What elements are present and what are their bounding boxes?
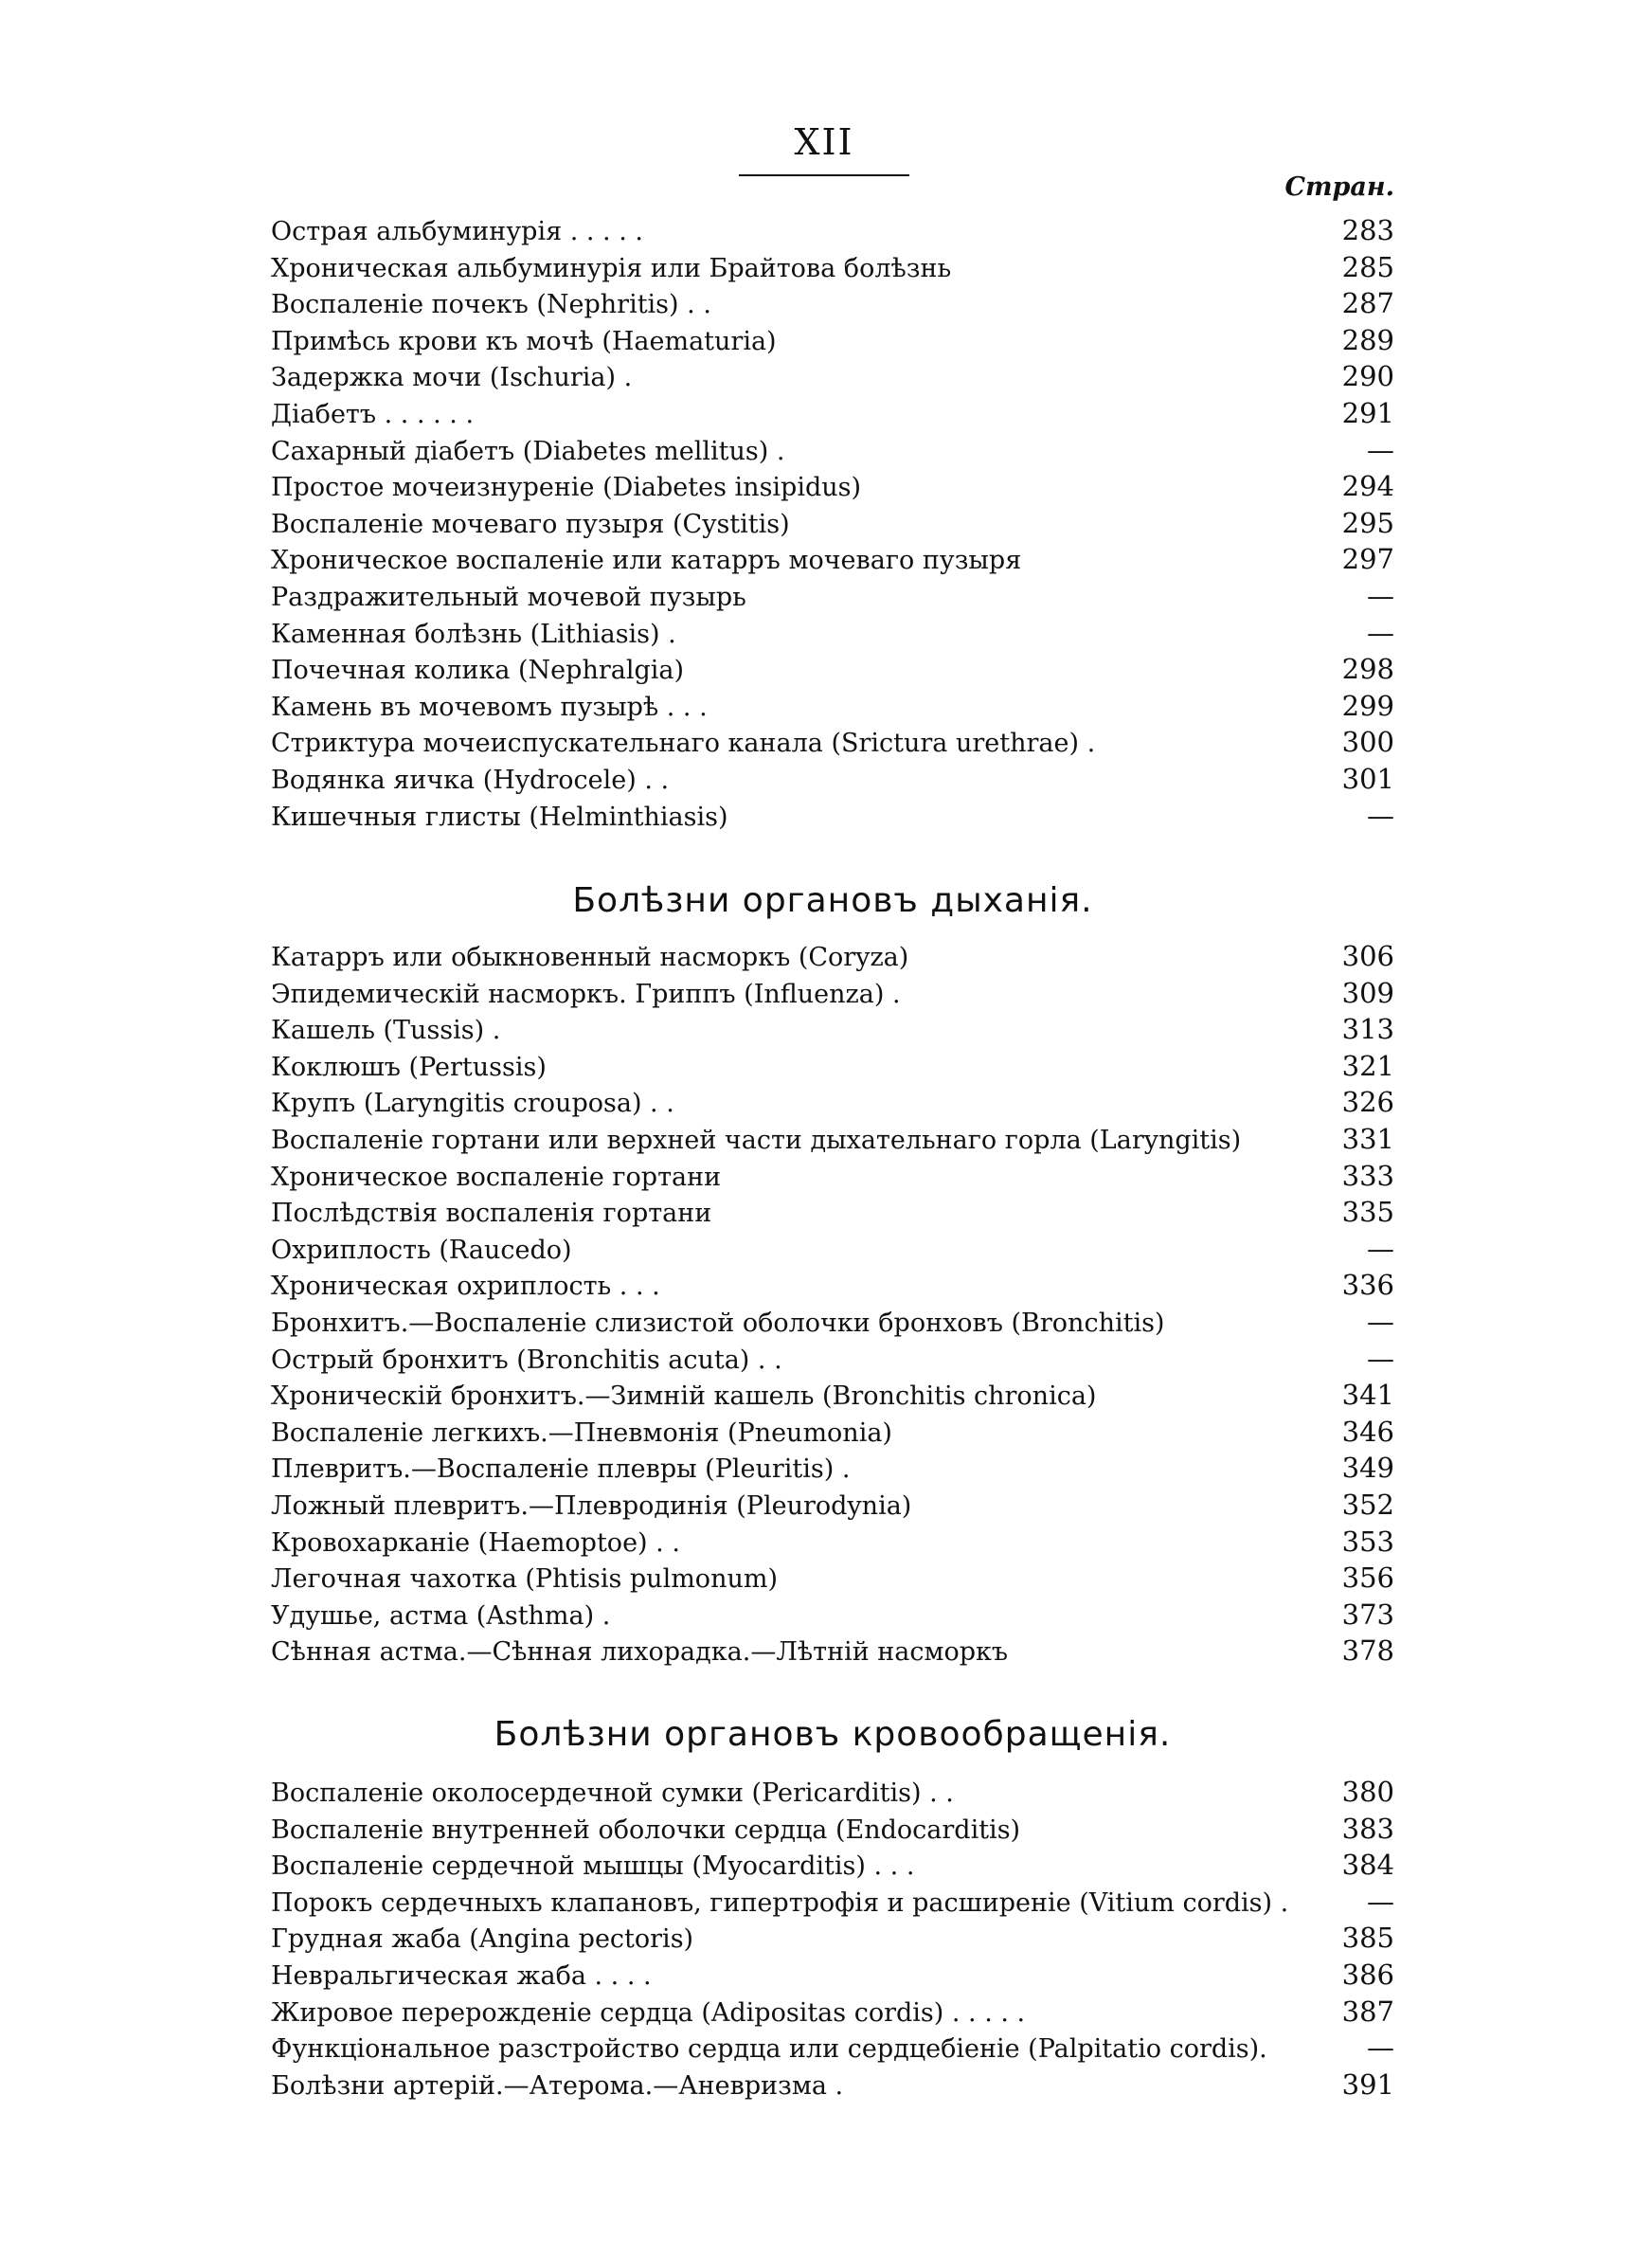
toc-entry-title: Ложный плевритъ.—Плевродинія (Pleurodynia) — [271, 1490, 912, 1521]
toc-entry — [271, 543, 1394, 580]
toc-entry — [271, 1995, 1394, 2032]
toc-entry — [271, 1196, 1394, 1233]
toc-entry — [271, 214, 1394, 251]
toc-entry-title: Хроническій бронхитъ.—Зимній кашель (Bronchitis chronica) — [271, 1381, 1097, 1412]
toc-entry-page: 352 — [1341, 1488, 1394, 1521]
toc-entry-title: Воспаленіе почекъ (Nephritis) . . — [271, 290, 711, 320]
toc-entry — [271, 1160, 1394, 1197]
toc-entry-title: Болѣзни артерій.—Атерома.—Аневризма . — [271, 2070, 844, 2101]
toc-entry — [271, 977, 1394, 1014]
toc-entry-page: 349 — [1341, 1452, 1394, 1485]
toc-entry-page: 385 — [1341, 1922, 1394, 1955]
toc-entry-page: 285 — [1341, 250, 1394, 283]
toc-entry-title: Раздражительный мочевой пузырь — [271, 582, 746, 612]
toc-entry-title: Камень въ мочевомъ пузырѣ . . . — [271, 692, 708, 722]
toc-entry-title: Почечная колика (Nephralgia) — [271, 656, 685, 686]
toc-entry-page: 336 — [1341, 1269, 1394, 1302]
toc-entry-page: 333 — [1341, 1159, 1394, 1192]
toc-entry-title: Крупъ (Laryngitis crouposa) . . — [271, 1089, 674, 1119]
toc-entry-title: Воспаленіе околосердечной сумки (Pericarditis) . . — [271, 1779, 954, 1808]
toc-entry — [271, 1562, 1394, 1598]
toc-entry-title: Хроническое воспаленіе или катарръ мочеваго пузыря — [271, 546, 1022, 576]
toc-entry-title: Удушье, астма (Asthma) . — [271, 1600, 611, 1631]
toc-entry — [271, 434, 1394, 471]
toc-entry-title: Кашель (Tussis) . — [271, 1016, 501, 1046]
toc-entry — [271, 940, 1394, 977]
toc-entry — [271, 1598, 1394, 1635]
toc-entry-page: 384 — [1341, 1849, 1394, 1882]
toc-entry — [271, 690, 1394, 727]
toc-entry-page: 373 — [1341, 1598, 1394, 1631]
toc-entry-page: — — [1367, 1885, 1394, 1918]
toc-entry — [271, 1489, 1394, 1526]
toc-entry-page: 326 — [1341, 1086, 1394, 1119]
toc-entry — [271, 324, 1394, 361]
toc-entry-page: 346 — [1341, 1415, 1394, 1448]
toc-entry-title: Воспаленіе сердечной мышцы (Myocarditis) . . . — [271, 1851, 915, 1882]
toc-entry-page: 298 — [1341, 653, 1394, 686]
toc-entry-page: 313 — [1341, 1013, 1394, 1046]
toc-entry-title: Воспаленіе легкихъ.—Пневмонія (Pneumonia) — [271, 1417, 892, 1448]
toc-entry — [271, 726, 1394, 763]
toc-entry-page: 301 — [1341, 762, 1394, 795]
toc-entry-page: 380 — [1341, 1776, 1394, 1808]
toc-entry — [271, 1306, 1394, 1343]
toc-entry — [271, 2031, 1394, 2068]
toc-entry — [271, 507, 1394, 544]
toc-entry — [271, 1379, 1394, 1416]
toc-entry-page: — — [1367, 433, 1394, 466]
section-heading-respiratory: Болѣзни органовъ дыханія. — [572, 881, 1093, 920]
toc-entry — [271, 763, 1394, 800]
toc-entry-title: Кишечныя глисты (Helminthiasis) — [271, 802, 728, 832]
toc-entry-page: 295 — [1341, 506, 1394, 539]
toc-entry-page: 283 — [1341, 214, 1394, 246]
toc-entry-page: — — [1367, 1232, 1394, 1265]
toc-entry — [271, 1269, 1394, 1306]
toc-section-circulatory — [271, 1776, 1394, 2104]
toc-entry-title: Грудная жаба (Angina pectoris) — [271, 1924, 694, 1955]
toc-entry-title: Сахарный діабетъ (Diabetes mellitus) . — [271, 436, 785, 466]
toc-entry-title: Эпидемическій насморкъ. Гриппъ (Influenza) . — [271, 979, 901, 1009]
toc-entry-title: Острая альбуминурія . . . . . — [271, 217, 643, 246]
toc-entry — [271, 1013, 1394, 1050]
toc-entry — [271, 1813, 1394, 1850]
toc-entry — [271, 580, 1394, 617]
toc-entry — [271, 1849, 1394, 1886]
toc-entry-title: Воспаленіе внутренней оболочки сердца (Endocarditis) — [271, 1815, 1021, 1845]
toc-entry-title: Простое мочеизнуреніе (Diabetes insipidus) — [271, 473, 862, 503]
toc-entry — [271, 287, 1394, 324]
page-column-label: Стран. — [1284, 172, 1394, 202]
toc-entry-title: Невральгическая жаба . . . . — [271, 1960, 652, 1991]
toc-entry — [271, 653, 1394, 690]
toc-entry — [271, 1922, 1394, 1959]
toc-entry-page: 386 — [1341, 1958, 1394, 1991]
toc-entry-page: — — [1367, 579, 1394, 612]
toc-entry-page: 335 — [1341, 1196, 1394, 1229]
toc-entry — [271, 251, 1394, 288]
toc-entry — [271, 1233, 1394, 1270]
toc-entry-title: Стриктура мочеиспускательнаго канала (Srictura urethrae) . — [271, 729, 1096, 759]
toc-entry-title: Хроническая альбуминурія или Брайтова болѣзнь — [271, 253, 952, 283]
toc-entry-page: 321 — [1341, 1049, 1394, 1082]
toc-entry-page: — — [1367, 616, 1394, 649]
toc-entry-title: Послѣдствія воспаленія гортани — [271, 1199, 712, 1229]
toc-entry-page: — — [1367, 2031, 1394, 2065]
toc-entry-page: 299 — [1341, 689, 1394, 722]
toc-entry-title: Задержка мочи (Ischuria) . — [271, 363, 633, 393]
toc-entry — [271, 1050, 1394, 1087]
toc-entry-title: Бронхитъ.—Воспаленіе слизистой оболочки бронховъ (Bronchitis) — [271, 1308, 1165, 1338]
page-number: XII — [794, 121, 854, 163]
toc-entry-page: 391 — [1341, 2067, 1394, 2101]
toc-section-respiratory — [271, 940, 1394, 1671]
toc-entry — [271, 1086, 1394, 1123]
toc-entry — [271, 1416, 1394, 1453]
toc-entry-page: 387 — [1341, 1995, 1394, 2028]
toc-entry-title: Примѣсь крови къ мочѣ (Haematuria) — [271, 326, 777, 356]
toc-entry-page: 383 — [1341, 1812, 1394, 1845]
toc-entry-title: Острый бронхитъ (Bronchitis acuta) . . — [271, 1345, 782, 1375]
toc-entry-title: Сѣнная астма.—Сѣнная лихорадка.—Лѣтній насморкъ — [271, 1637, 1009, 1668]
toc-entry-page: — — [1367, 799, 1394, 832]
toc-entry-title: Функціональное разстройство сердца или сердцебіеніе (Palpitatio cordis). — [271, 2034, 1267, 2065]
toc-entry — [271, 1959, 1394, 1995]
toc-entry-title: Жировое перерожденіе сердца (Adipositas cordis) . . . . . — [271, 1997, 1026, 2028]
toc-entry-page: 290 — [1341, 360, 1394, 393]
toc-entry-page: 300 — [1341, 726, 1394, 759]
toc-entry-title: Воспаленіе гортани или верхней части дыхательнаго горла (Laryngitis) — [271, 1125, 1242, 1155]
toc-entry-page: 306 — [1341, 940, 1394, 972]
toc-entry-title: Охриплость (Raucedo) — [271, 1235, 572, 1265]
toc-entry — [271, 617, 1394, 654]
toc-entry-title: Кровохарканіе (Haemoptoe) . . — [271, 1527, 680, 1558]
toc-entry-title: Коклюшъ (Pertussis) — [271, 1052, 547, 1082]
toc-entry-page: 289 — [1341, 323, 1394, 356]
toc-entry — [271, 1776, 1394, 1813]
toc-entry-title: Легочная чахотка (Phtisis pulmonum) — [271, 1564, 778, 1595]
header-rule — [739, 174, 909, 176]
toc-entry-title: Порокъ сердечныхъ клапановъ, гипертрофія и расширеніе (Vitium cordis) . — [271, 1887, 1289, 1918]
toc-entry — [271, 1343, 1394, 1380]
toc-entry-page: 341 — [1341, 1379, 1394, 1412]
toc-entry-page: 356 — [1341, 1562, 1394, 1595]
toc-entry-page: 297 — [1341, 543, 1394, 576]
toc-entry — [271, 1634, 1394, 1671]
toc-entry-page: — — [1367, 1305, 1394, 1338]
toc-entry — [271, 1886, 1394, 1923]
toc-entry-page: 309 — [1341, 976, 1394, 1009]
toc-entry — [271, 1452, 1394, 1489]
toc-entry — [271, 2068, 1394, 2105]
toc-entry-page: — — [1367, 1342, 1394, 1375]
toc-entry-title: Водянка яичка (Hydrocele) . . — [271, 765, 670, 795]
toc-entry-page: 287 — [1341, 287, 1394, 320]
toc-entry-title: Катарръ или обыкновенный насморкъ (Coryza) — [271, 943, 909, 972]
toc-entry-title: Каменная болѣзнь (Lithiasis) . — [271, 619, 676, 649]
toc-entry-title: Воспаленіе мочеваго пузыря (Cystitis) — [271, 509, 790, 539]
toc-entry — [271, 1526, 1394, 1562]
toc-entry — [271, 360, 1394, 397]
toc-entry — [271, 800, 1394, 837]
toc-entry-page: 291 — [1341, 396, 1394, 429]
toc-entry-title: Хроническое воспаленіе гортани — [271, 1162, 722, 1192]
toc-entry-page: 378 — [1341, 1634, 1394, 1668]
toc-entry — [271, 470, 1394, 507]
toc-entry-page: 331 — [1341, 1122, 1394, 1155]
section-heading-circulatory: Болѣзни органовъ кровообращенія. — [494, 1715, 1172, 1754]
toc-entry-page: 353 — [1341, 1525, 1394, 1558]
toc-entry — [271, 1123, 1394, 1160]
toc-entry-page: 294 — [1341, 470, 1394, 503]
toc-entry-title: Хроническая охриплость . . . — [271, 1272, 660, 1302]
toc-section-urinary — [271, 214, 1394, 836]
toc-entry — [271, 397, 1394, 434]
toc-entry-title: Плевритъ.—Воспаленіе плевры (Pleuritis) . — [271, 1454, 851, 1485]
toc-entry-title: Діабетъ . . . . . . — [271, 399, 475, 429]
